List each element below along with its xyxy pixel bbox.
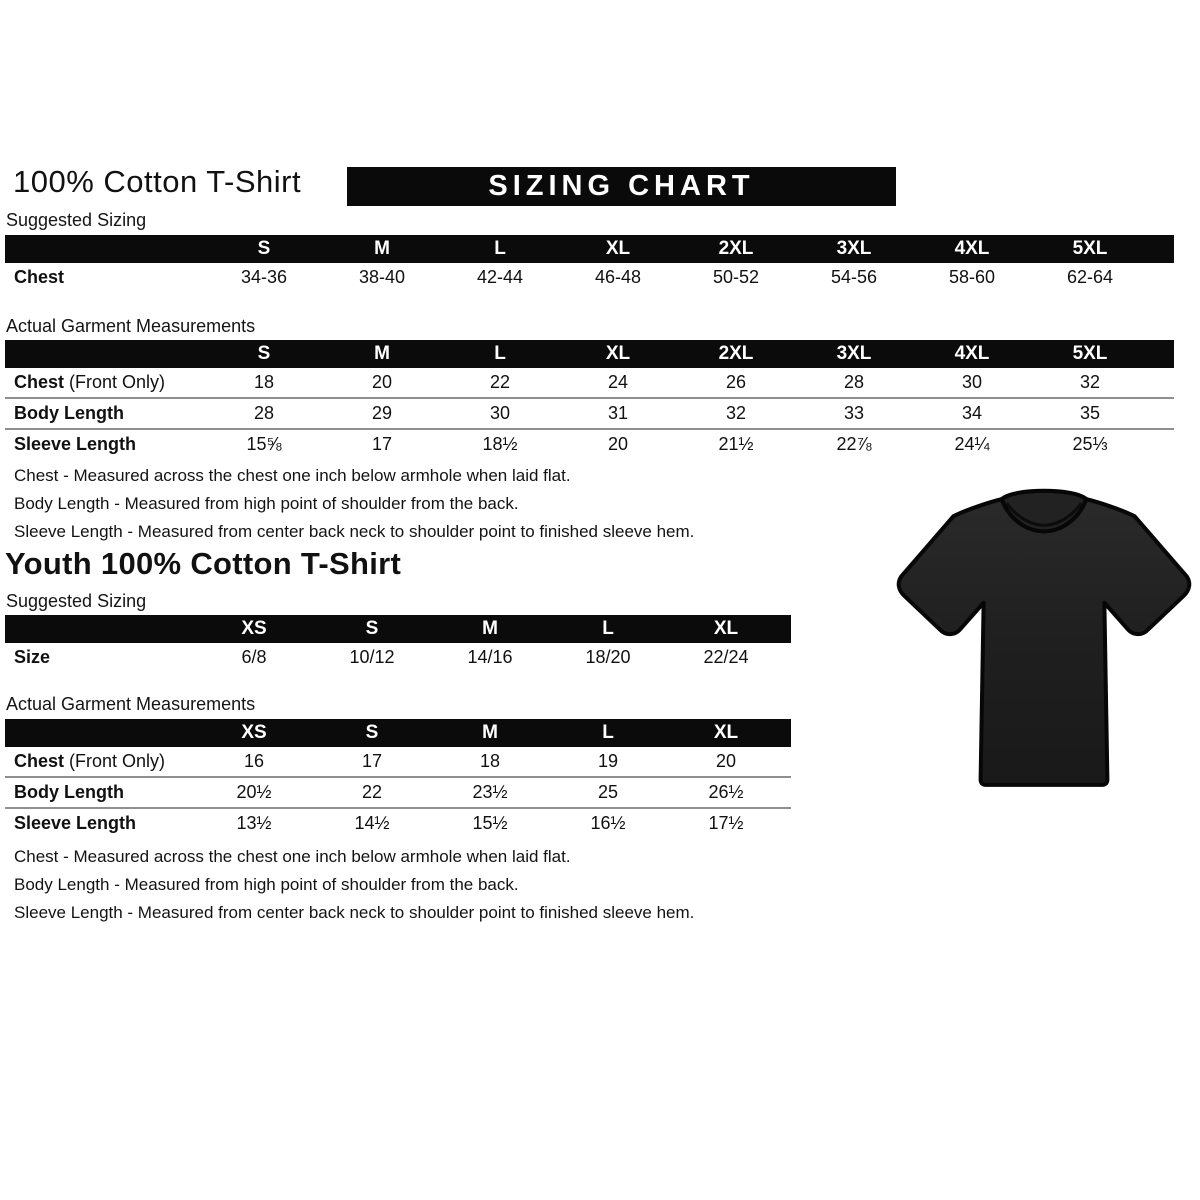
- header-cell-empty: [5, 719, 195, 747]
- row-label: Size: [5, 643, 195, 672]
- header-cell-l: L: [549, 719, 667, 747]
- header-cell-2xl: 2XL: [677, 235, 795, 263]
- row-label: Chest (Front Only): [5, 368, 205, 397]
- header-cell-empty: [5, 235, 205, 263]
- table-cell-filler: [1149, 428, 1174, 459]
- header-cell-5xl: 5XL: [1031, 235, 1149, 263]
- youth-section-title: Youth 100% Cotton T-Shirt: [5, 546, 402, 581]
- table-cell: 32: [1031, 368, 1149, 397]
- table-cell: 30: [913, 368, 1031, 397]
- table-cell: 25⅓: [1031, 428, 1149, 459]
- header-cell-m: M: [323, 235, 441, 263]
- note-body-length: Body Length - Measured from high point of shoulder from the back.: [14, 875, 519, 894]
- table-cell: 62-64: [1031, 263, 1149, 292]
- table-cell: 50-52: [677, 263, 795, 292]
- header-cell-xl: XL: [559, 235, 677, 263]
- table-cell: 17½: [667, 807, 785, 838]
- table-cell: 22/24: [667, 643, 785, 672]
- header-cell-xl: XL: [667, 615, 785, 643]
- table-cell: 19: [549, 747, 667, 776]
- row-label: Body Length: [5, 397, 205, 428]
- table-cell: 26½: [667, 776, 785, 807]
- header-cell-2xl: 2XL: [677, 340, 795, 368]
- table-cell: 34: [913, 397, 1031, 428]
- table-cell: 17: [313, 747, 431, 776]
- table-cell-filler: [785, 643, 791, 672]
- table-cell: 33: [795, 397, 913, 428]
- youth-suggested-table: [5, 615, 791, 672]
- header-cell-m: M: [431, 615, 549, 643]
- table-cell-filler: [785, 807, 791, 838]
- header-cell-l: L: [441, 340, 559, 368]
- sizing-chart-banner: [347, 167, 896, 206]
- table-cell: 15½: [431, 807, 549, 838]
- tshirt-image: [893, 479, 1195, 811]
- header-cell-l: L: [441, 235, 559, 263]
- header-cell-empty: [5, 615, 195, 643]
- header-cell-filler: [785, 615, 791, 643]
- header-cell-5xl: 5XL: [1031, 340, 1149, 368]
- table-cell: 30: [441, 397, 559, 428]
- table-cell: 28: [795, 368, 913, 397]
- table-cell: 17: [323, 428, 441, 459]
- table-cell: 26: [677, 368, 795, 397]
- adult-measurement-notes: [14, 462, 694, 546]
- note-sleeve-length: Sleeve Length - Measured from center back neck to shoulder point to finished sleeve hem.: [14, 522, 695, 541]
- table-cell: 14/16: [431, 643, 549, 672]
- table-cell: 20½: [195, 776, 313, 807]
- table-cell: 20: [323, 368, 441, 397]
- header-cell-3xl: 3XL: [795, 235, 913, 263]
- row-label: Chest (Front Only): [5, 747, 195, 776]
- table-cell: 18: [431, 747, 549, 776]
- header-cell-filler: [1149, 340, 1174, 368]
- adult-suggested-sizing-label: Suggested Sizing: [6, 210, 147, 230]
- header-cell-s: S: [205, 340, 323, 368]
- header-cell-4xl: 4XL: [913, 340, 1031, 368]
- table-cell: 42-44: [441, 263, 559, 292]
- header-cell-xl: XL: [559, 340, 677, 368]
- table-cell: 31: [559, 397, 677, 428]
- banner-label: SIZING CHART: [488, 170, 755, 202]
- note-sleeve-length: Sleeve Length - Measured from center back neck to shoulder point to finished sleeve hem.: [14, 903, 695, 922]
- header-cell-4xl: 4XL: [913, 235, 1031, 263]
- table-cell: 24¼: [913, 428, 1031, 459]
- table-cell: 22: [441, 368, 559, 397]
- table-cell-filler: [1149, 263, 1174, 292]
- header-cell-xs: XS: [195, 719, 313, 747]
- table-cell: 10/12: [313, 643, 431, 672]
- note-body-length: Body Length - Measured from high point of shoulder from the back.: [14, 494, 519, 513]
- table-cell-filler: [785, 747, 791, 776]
- table-cell: 15⅝: [205, 428, 323, 459]
- note-chest: Chest - Measured across the chest one inch below armhole when laid flat.: [14, 847, 571, 866]
- table-cell: 13½: [195, 807, 313, 838]
- note-chest: Chest - Measured across the chest one inch below armhole when laid flat.: [14, 466, 571, 485]
- table-cell: 38-40: [323, 263, 441, 292]
- table-cell-filler: [785, 776, 791, 807]
- header-cell-xl: XL: [667, 719, 785, 747]
- header-cell-m: M: [323, 340, 441, 368]
- table-cell: 22: [313, 776, 431, 807]
- table-cell: 58-60: [913, 263, 1031, 292]
- header-cell-s: S: [313, 719, 431, 747]
- table-cell: 23½: [431, 776, 549, 807]
- header-cell-empty: [5, 340, 205, 368]
- page-title: 100% Cotton T-Shirt: [13, 164, 302, 199]
- header-cell-filler: [785, 719, 791, 747]
- row-label: Body Length: [5, 776, 195, 807]
- header-cell-3xl: 3XL: [795, 340, 913, 368]
- table-cell: 29: [323, 397, 441, 428]
- adult-actual-measurements-label: Actual Garment Measurements: [6, 316, 256, 336]
- youth-actual-measurements-label: Actual Garment Measurements: [6, 694, 256, 714]
- table-cell: 18: [205, 368, 323, 397]
- table-cell: 21½: [677, 428, 795, 459]
- header-cell-filler: [1149, 235, 1174, 263]
- header-cell-s: S: [205, 235, 323, 263]
- table-cell: 35: [1031, 397, 1149, 428]
- table-cell: 20: [667, 747, 785, 776]
- header-cell-s: S: [313, 615, 431, 643]
- table-cell-filler: [1149, 368, 1174, 397]
- tshirt-body-shape: [899, 499, 1190, 785]
- row-label: Sleeve Length: [5, 428, 205, 459]
- youth-actual-table: [5, 719, 791, 838]
- table-cell: 20: [559, 428, 677, 459]
- table-cell: 18½: [441, 428, 559, 459]
- table-cell: 16½: [549, 807, 667, 838]
- header-cell-m: M: [431, 719, 549, 747]
- adult-actual-table: [5, 340, 1174, 459]
- header-cell-l: L: [549, 615, 667, 643]
- header-cell-xs: XS: [195, 615, 313, 643]
- youth-suggested-sizing-label: Suggested Sizing: [6, 591, 147, 611]
- youth-measurement-notes: [14, 843, 694, 927]
- table-cell: 18/20: [549, 643, 667, 672]
- row-label: Sleeve Length: [5, 807, 195, 838]
- table-cell-filler: [1149, 397, 1174, 428]
- table-cell: 24: [559, 368, 677, 397]
- adult-suggested-table: [5, 235, 1174, 292]
- table-cell: 54-56: [795, 263, 913, 292]
- table-cell: 16: [195, 747, 313, 776]
- table-cell: 32: [677, 397, 795, 428]
- table-cell: 22⅞: [795, 428, 913, 459]
- table-cell: 14½: [313, 807, 431, 838]
- row-label: Chest: [5, 263, 205, 292]
- table-cell: 25: [549, 776, 667, 807]
- table-cell: 34-36: [205, 263, 323, 292]
- table-cell: 6/8: [195, 643, 313, 672]
- table-cell: 46-48: [559, 263, 677, 292]
- table-cell: 28: [205, 397, 323, 428]
